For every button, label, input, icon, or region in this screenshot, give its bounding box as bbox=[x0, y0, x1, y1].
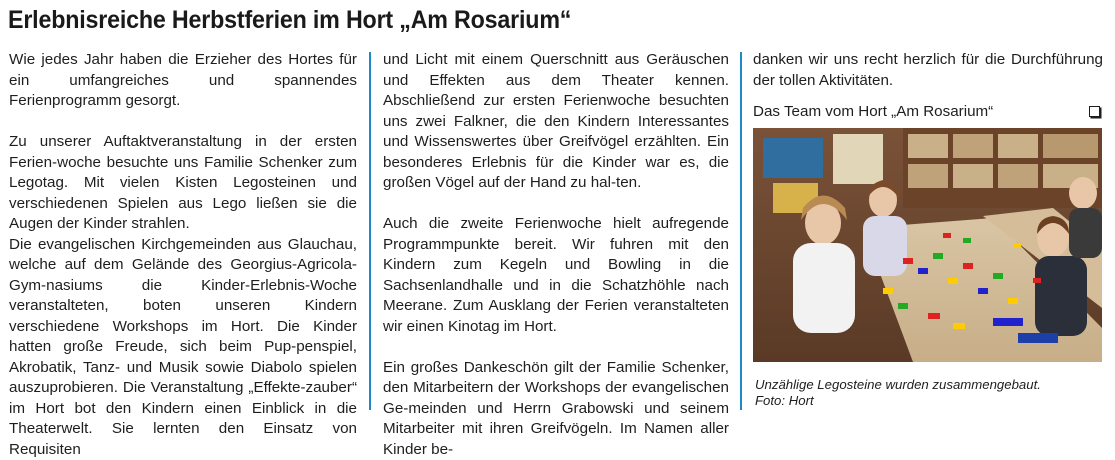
signature-text: Das Team vom Hort „Am Rosarium“ bbox=[753, 103, 993, 120]
paragraph-falkner: und Licht mit einem Querschnitt aus Geräuschen und Effekten aus dem Theater kennen. Abschließend zur ersten Ferienwoche besuchten uns zwei Falkner, die den Kindern Interessantes und Wissenswertes über Greifvögel erzählten. Ein besonderes Erlebnis für die Kinder war es, die großen Vögel auf der Hand zu hal-ten. bbox=[383, 50, 729, 194]
column-divider-2 bbox=[740, 52, 742, 410]
article-headline: Erlebnisreiche Herbstferien im Hort „Am Rosarium“ bbox=[8, 3, 571, 37]
paragraph-closing: danken wir uns recht herzlich für die Durchführung der tollen Aktivitäten. bbox=[753, 50, 1103, 91]
article-column-1 bbox=[9, 50, 357, 460]
article-photo bbox=[753, 128, 1102, 362]
signature-row bbox=[753, 102, 1103, 124]
article-column-3 bbox=[753, 50, 1103, 124]
lego-children-photo bbox=[753, 128, 1102, 362]
paragraph-intro: Wie jedes Jahr haben die Erzieher des Hortes für ein umfangreiches und spannendes Ferienprogramm gesorgt. bbox=[9, 50, 357, 112]
end-of-article-box-icon bbox=[1089, 106, 1100, 117]
paragraph-second-week: Auch die zweite Ferienwoche hielt aufregende Programmpunkte bereit. Wir fuhren mit den Kindern zum Kegeln und Bowling in die Sachsenlandhalle und in die Schatzhöhle nach Meerane. Zum Ausklang der Ferien veranstalteten wir einen Kinotag im Hort. bbox=[383, 214, 729, 337]
paragraph-legotag: Zu unserer Auftaktveranstaltung in der ersten Ferien-woche besuchte uns Familie Schenker zum Legotag. Mit vielen Kisten Legosteinen und verschiedenen Spielen aus Lego ließen sie die Augen der Kinder strahlen. bbox=[9, 132, 357, 235]
column-divider-1 bbox=[369, 52, 371, 410]
article-column-2 bbox=[383, 50, 729, 460]
photo-credit: Foto: Hort bbox=[755, 393, 1105, 409]
caption-text: Unzählige Legosteine wurden zusammengebaut. bbox=[755, 377, 1105, 393]
photo-caption bbox=[755, 377, 1105, 409]
paragraph-thanks: Ein großes Dankeschön gilt der Familie Schenker, den Mitarbeitern der Workshops der evangelischen Ge-meinden und Herrn Grabowski und seinem Mitarbeiter mit ihren Greifvögeln. Im Namen aller Kinder be- bbox=[383, 358, 729, 460]
paragraph-workshops: Die evangelischen Kirchgemeinden aus Glauchau, welche auf dem Gelände des Georgius-Agricola-Gym-nasiums die Kinder-Erlebnis-Woche veranstalteten, boten unseren Kindern verschiedene Workshops im Hort. Die Kinder hatten große Freude, sich beim Pup-penspiel, Akrobatik, Tanz- und Musik sowie Diabolo spielen auszuprobieren. Die Veranstaltung „Effekte-zauber“ im Hort bot den Kindern einen Einblick in die Theaterwelt. Sie lernten den Einsatz von Requisiten bbox=[9, 235, 357, 460]
